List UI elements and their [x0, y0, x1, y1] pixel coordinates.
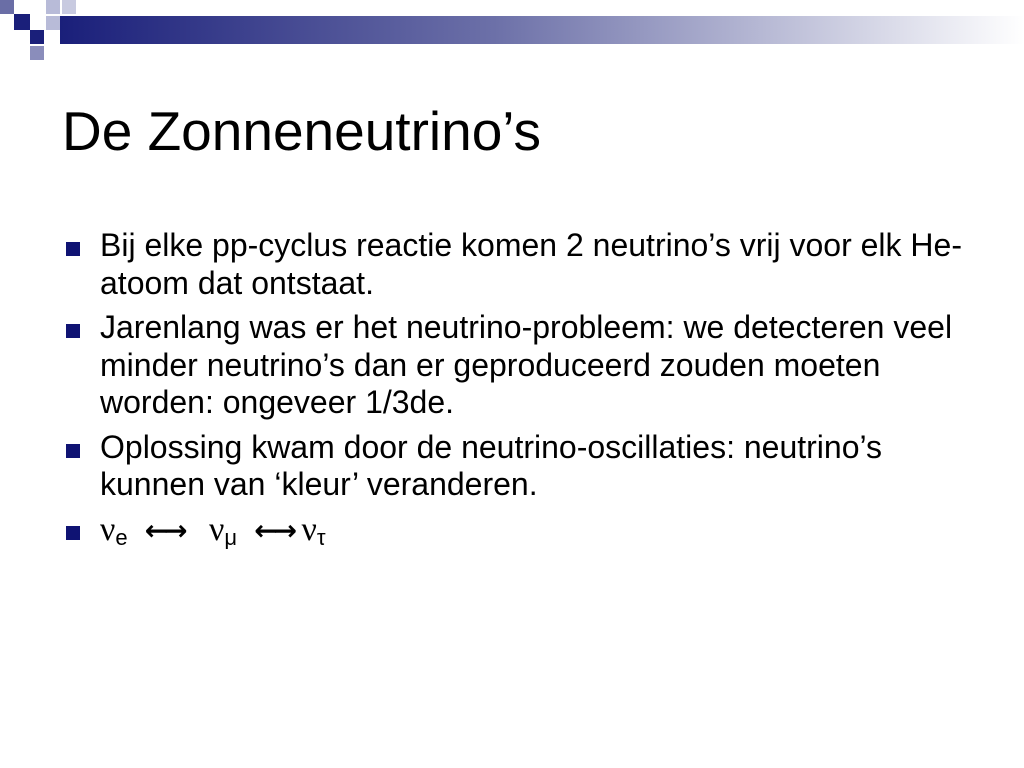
deco-square — [62, 0, 76, 14]
bullet-text: Bij elke pp-cyclus reactie komen 2 neutrino’s vrij voor elk He-atoom dat ontstaat. — [100, 227, 962, 301]
bullet-square-icon — [66, 242, 80, 256]
neutrino-oscillation-line — [100, 511, 982, 557]
bullet-square-icon — [66, 324, 80, 338]
muon-subscript: μ — [224, 524, 238, 550]
deco-square — [30, 46, 44, 60]
neutrino-symbol: ν — [301, 510, 317, 548]
bullet-list — [62, 227, 982, 563]
header-gradient-band — [60, 16, 1024, 44]
bullet-item — [62, 429, 982, 504]
neutrino-symbol: ν — [100, 510, 116, 548]
bullet-square-icon — [66, 444, 80, 458]
neutrino-symbol: ν — [209, 510, 225, 548]
bullet-text: Jarenlang was er het neutrino-probleem: we detecteren veel minder neutrino’s dan er geproduceerd zouden moeten worden: ongeveer 1/3de. — [100, 309, 953, 420]
deco-square — [0, 0, 14, 14]
bullet-text: Oplossing kwam door de neutrino-oscillaties: neutrino’s kunnen van ‘kleur’ veranderen. — [100, 428, 883, 502]
bullet-item-oscillation — [62, 511, 982, 557]
electron-subscript: e — [115, 524, 128, 550]
deco-square — [14, 14, 30, 30]
double-arrow-icon: ←→ — [254, 513, 294, 547]
double-arrow-icon: ←→ — [144, 513, 184, 547]
deco-square — [46, 16, 60, 30]
slide-title: De Zonneneutrino’s — [62, 100, 542, 162]
bullet-square-icon — [66, 526, 80, 540]
bullet-item — [62, 309, 982, 422]
deco-square — [30, 30, 44, 44]
header-decoration — [0, 0, 1024, 70]
tau-subscript: τ — [316, 524, 326, 550]
bullet-item — [62, 227, 982, 302]
deco-square — [46, 0, 60, 14]
